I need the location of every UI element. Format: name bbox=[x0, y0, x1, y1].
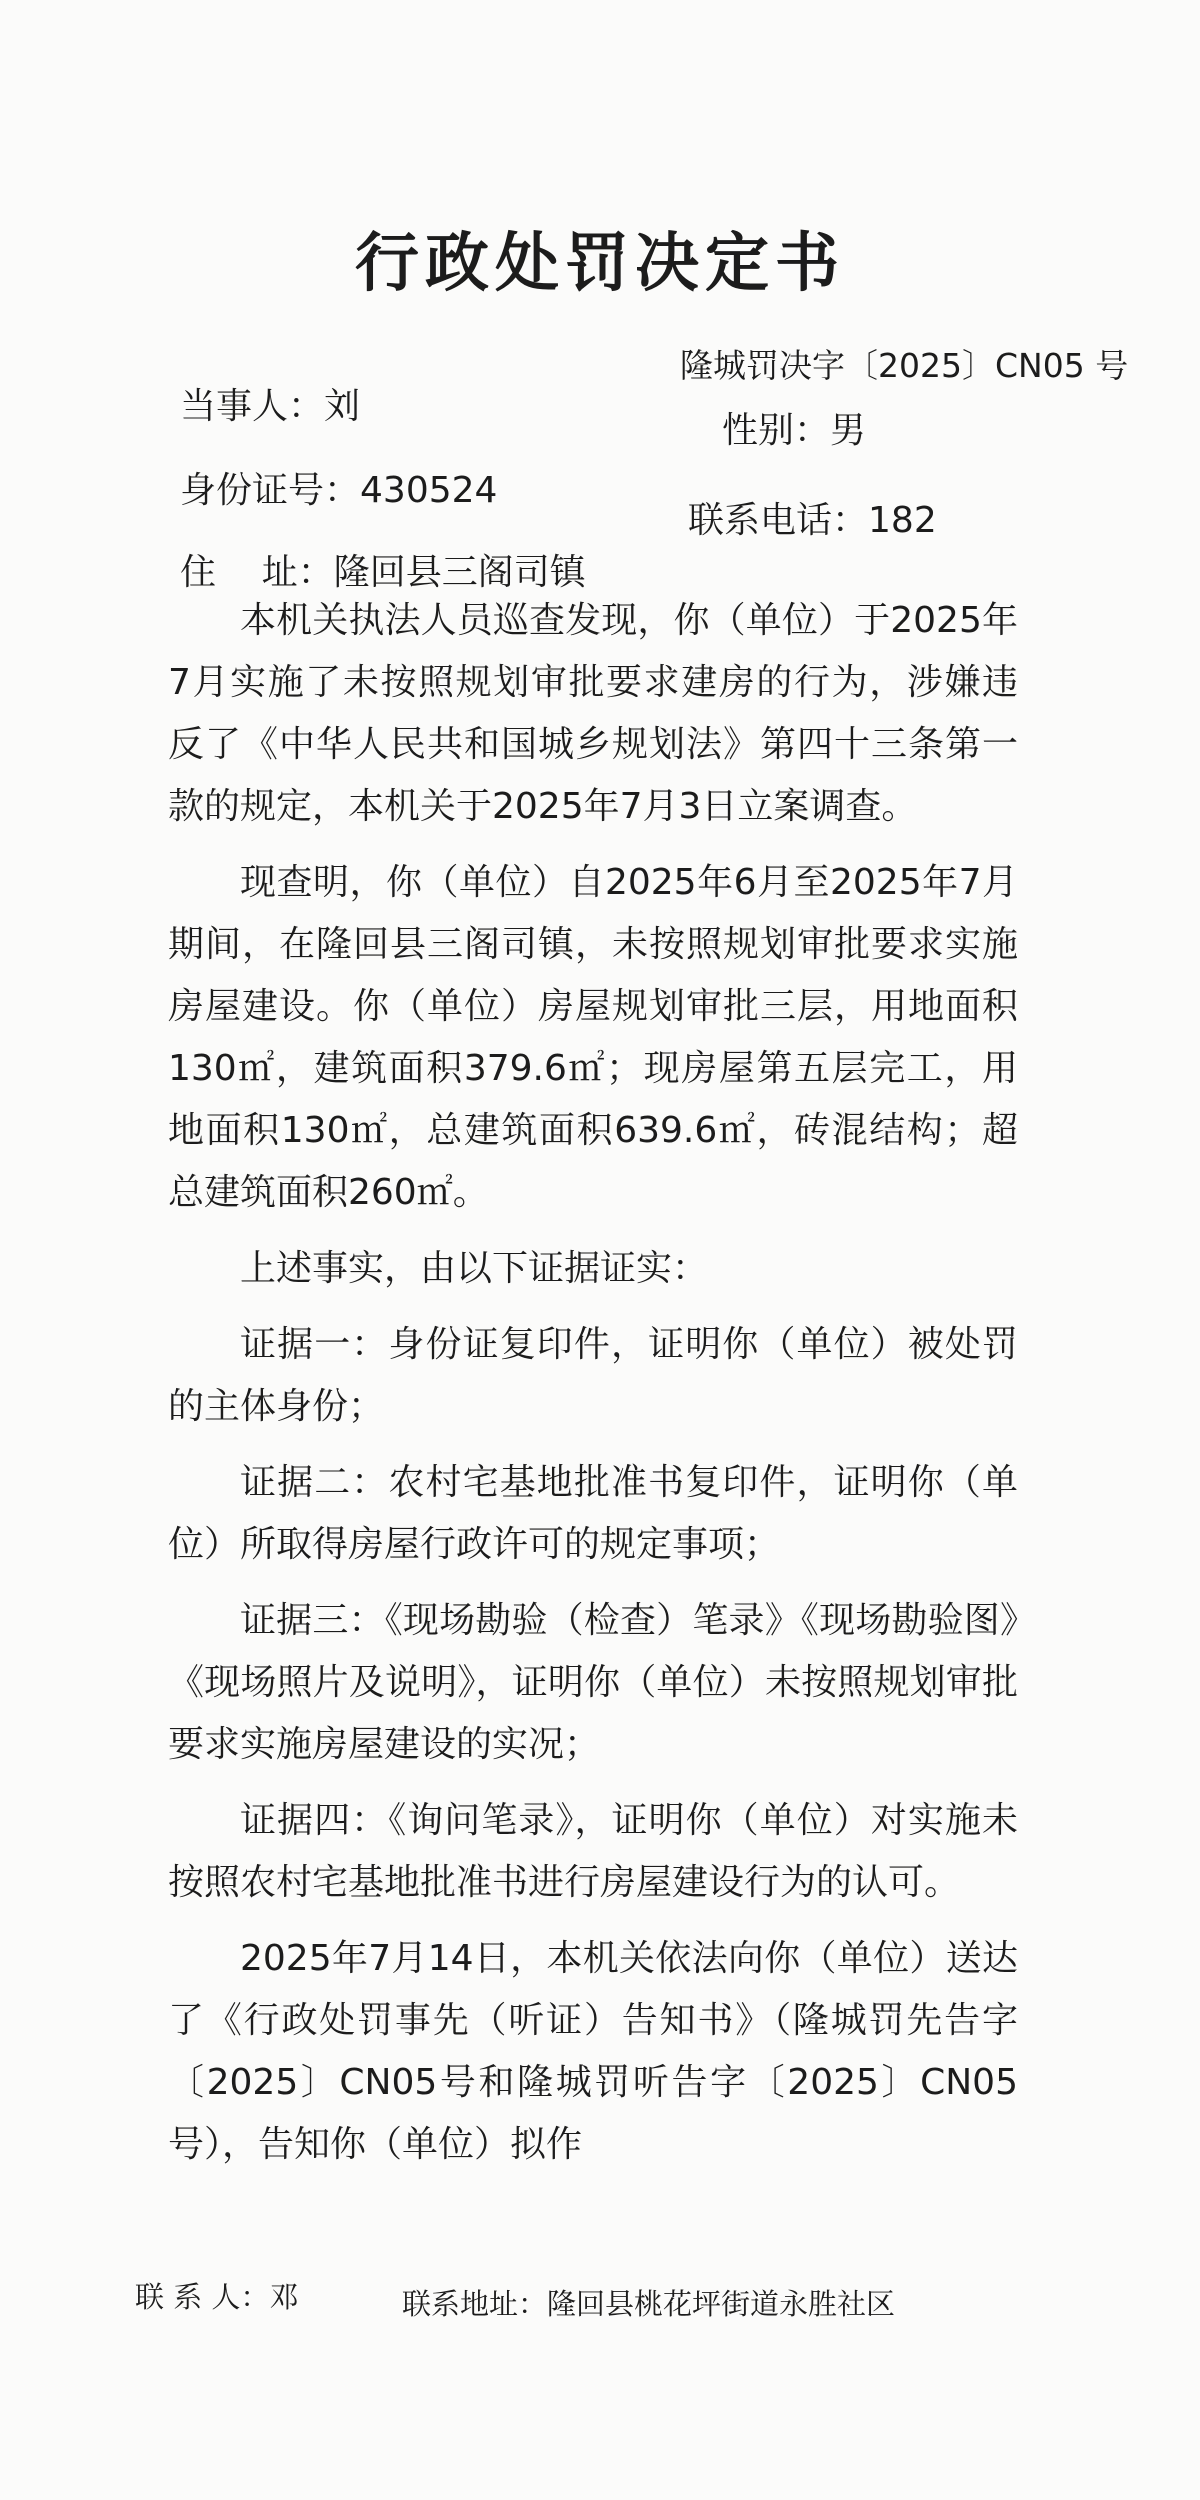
document-body bbox=[168, 590, 1018, 2190]
footer-contact-value: 邓 bbox=[269, 2280, 299, 2314]
paragraph-evidence-1: 证据一：身份证复印件，证明你（单位）被处罚的主体身份； bbox=[168, 1324, 1018, 1427]
paragraph-2: 现查明，你（单位）自2025年6月至2025年7月期间，在隆回县三阁司镇，未按照规划审批要求实施房屋建设。你（单位）房屋规划审批三层，用地面积130㎡，建筑面积379.6㎡；现房屋第五层完工，用地面积130㎡，总建筑面积639.6㎡，砖混结构；超总建筑面积260㎡。 bbox=[168, 862, 1018, 1213]
phone-row bbox=[688, 492, 937, 543]
footer-address-label: 联系地址： bbox=[402, 2287, 548, 2321]
id-number-label: 身份证号： bbox=[180, 470, 361, 511]
phone-label: 联系电话： bbox=[688, 500, 869, 541]
id-number-row bbox=[180, 462, 497, 513]
gender-row bbox=[722, 402, 866, 453]
party-name-label: 当事人： bbox=[180, 386, 325, 427]
paragraph-notice: 2025年7月14日，本机关依法向你（单位）送达了《行政处罚事先（听证）告知书》（隆城罚先告字〔2025〕CN05号和隆城罚听告字〔2025〕CN05号），告知你（单位）拟作 bbox=[168, 1938, 1018, 2165]
document-title: 行政处罚决定书 bbox=[355, 227, 845, 301]
address-value: 隆回县三阁司镇 bbox=[333, 552, 586, 593]
address-row bbox=[180, 544, 586, 595]
paragraph-1: 本机关执法人员巡查发现，你（单位）于2025年7月实施了未按照规划审批要求建房的行为，涉嫌违反了《中华人民共和国城乡规划法》第四十三条第一款的规定，本机关于2025年7月3日立案调查。 bbox=[168, 600, 1018, 827]
footer-address bbox=[402, 2282, 895, 2323]
paragraph-evidence-3: 证据三：《现场勘验（检查）笔录》《现场勘验图》《现场照片及说明》，证明你（单位）未按照规划审批要求实施房屋建设的实况； bbox=[168, 1600, 1018, 1765]
footer-address-value: 隆回县桃花坪街道永胜社区 bbox=[547, 2287, 896, 2321]
gender-label: 性别： bbox=[722, 410, 831, 451]
paragraph-3: 上述事实，由以下证据证实： bbox=[240, 1248, 709, 1289]
footer-contact bbox=[135, 2275, 298, 2316]
footer-contact-label: 联 系 人： bbox=[135, 2280, 270, 2314]
id-number-value: 430524 bbox=[360, 470, 498, 511]
party-name-value: 刘 bbox=[324, 386, 361, 427]
address-label: 住 址： bbox=[180, 552, 334, 593]
phone-value: 182 bbox=[868, 500, 937, 541]
document-number: 隆城罚决字〔2025〕CN05 号 bbox=[680, 346, 1129, 385]
party-name-row bbox=[180, 378, 360, 429]
paragraph-evidence-2: 证据二：农村宅基地批准书复印件，证明你（单位）所取得房屋行政许可的规定事项； bbox=[168, 1462, 1018, 1565]
paragraph-evidence-4: 证据四：《询问笔录》，证明你（单位）对实施未按照农村宅基地批准书进行房屋建设行为的认可。 bbox=[168, 1800, 1018, 1903]
gender-value: 男 bbox=[830, 410, 867, 451]
